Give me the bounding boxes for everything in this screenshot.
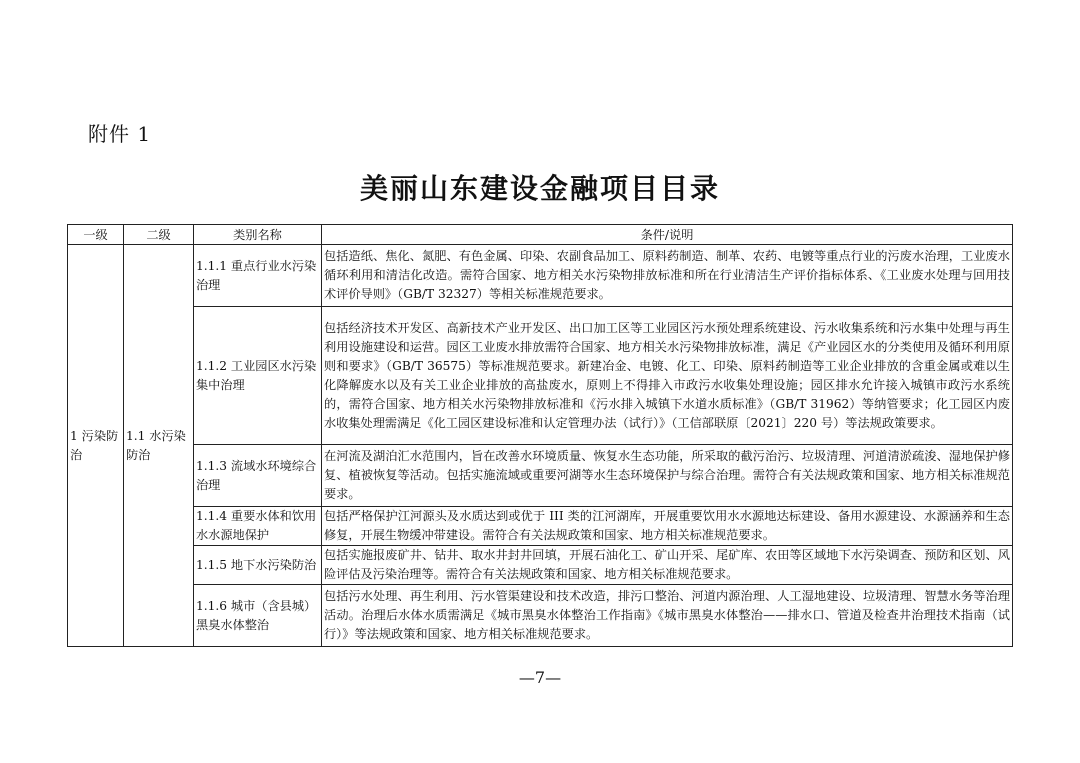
header-level2: 二级 bbox=[124, 225, 194, 245]
table-header-row bbox=[68, 225, 1013, 245]
level1-cell: 1 污染防治 bbox=[68, 245, 124, 647]
document-title: 美丽山东建设金融项目目录 bbox=[359, 172, 720, 205]
description-cell: 包括造纸、焦化、氮肥、有色金属、印染、农副食品加工、原料药制造、制革、农药、电镀等重点行业的污废水治理，工业废水循环利用和清洁化改造。需符合国家、地方相关水污染物排放标准和所在行业清洁生产评价指标体系、《工业废水处理与回用技术评价导则》（GB/T 32327）等相关标准规范要求。 bbox=[322, 245, 1013, 307]
description-cell: 包括实施报废矿井、钻井、取水井封井回填，开展石油化工、矿山开采、尾矿库、农田等区域地下水污染调查、预防和区划、风险评估及污染治理等。需符合有关法规政策和国家、地方相关标准规范要求。 bbox=[322, 546, 1013, 585]
category-name-cell: 1.1.1 重点行业水污染治理 bbox=[194, 245, 322, 307]
project-catalog-table bbox=[67, 224, 1013, 647]
category-name-cell: 1.1.2 工业园区水污染集中治理 bbox=[194, 307, 322, 445]
category-name-cell: 1.1.6 城市（含县城）黑臭水体整治 bbox=[194, 585, 322, 647]
page-number: —7— bbox=[518, 668, 562, 687]
header-level1: 一级 bbox=[68, 225, 124, 245]
description-cell: 包括经济技术开发区、高新技术产业开发区、出口加工区等工业园区污水预处理系统建设、污水收集系统和污水集中处理与再生利用设施建设和运营。园区工业废水排放需符合国家、地方相关水污染物排放标准，满足《产业园区水的分类使用及循环利用原则和要求》（GB/T 36575）等标准规范要求。新建冶金、电镀、化工、印染、原料药制造等工业企业排放的含重金属或难以生化降解废水以及有关工业企业排放的高盐废水，原则上不得排入市政污水收集处理设施；园区排水允许接入城镇市政污水系统的，需符合国家、地方相关水污染物排放标准和《污水排入城镇下水道水质标准》（GB/T 31962）等纳管要求；化工园区内废水收集处理需满足《化工园区建设标准和认定管理办法（试行）》（工信部联原〔2021〕220 号）等法规政策要求。 bbox=[322, 307, 1013, 445]
category-name-cell: 1.1.3 流域水环境综合治理 bbox=[194, 445, 322, 507]
description-cell: 包括污水处理、再生利用、污水管渠建设和技术改造，排污口整治、河道内源治理、人工湿地建设、垃圾清理、智慧水务等治理活动。治理后水体水质需满足《城市黑臭水体整治工作指南》《城市黑臭水体整治——排水口、管道及检查井治理技术指南（试行）》等法规政策和国家、地方相关标准规范要求。 bbox=[322, 585, 1013, 647]
category-name-cell: 1.1.5 地下水污染防治 bbox=[194, 546, 322, 585]
table-row bbox=[68, 507, 1013, 546]
header-category-name: 类别名称 bbox=[194, 225, 322, 245]
description-cell: 包括严格保护江河源头及水质达到或优于 III 类的江河湖库，开展重要饮用水水源地达标建设、备用水源建设、水源涵养和生态修复，开展生物缓冲带建设。需符合有关法规政策和国家、地方相关标准规范要求。 bbox=[322, 507, 1013, 546]
table-row bbox=[68, 445, 1013, 507]
level2-cell: 1.1 水污染防治 bbox=[124, 245, 194, 647]
header-conditions: 条件/说明 bbox=[322, 225, 1013, 245]
description-cell: 在河流及湖泊汇水范围内，旨在改善水环境质量、恢复水生态功能，所采取的截污治污、垃圾清理、河道清淤疏浚、湿地保护修复、植被恢复等活动。包括实施流域或重要河湖等水生态环境保护与综合治理。需符合有关法规政策和国家、地方相关标准规范要求。 bbox=[322, 445, 1013, 507]
attachment-label: 附件 1 bbox=[88, 122, 152, 146]
category-name-cell: 1.1.4 重要水体和饮用水水源地保护 bbox=[194, 507, 322, 546]
table-row bbox=[68, 307, 1013, 445]
table-row bbox=[68, 585, 1013, 647]
table-row bbox=[68, 546, 1013, 585]
table-row bbox=[68, 245, 1013, 307]
